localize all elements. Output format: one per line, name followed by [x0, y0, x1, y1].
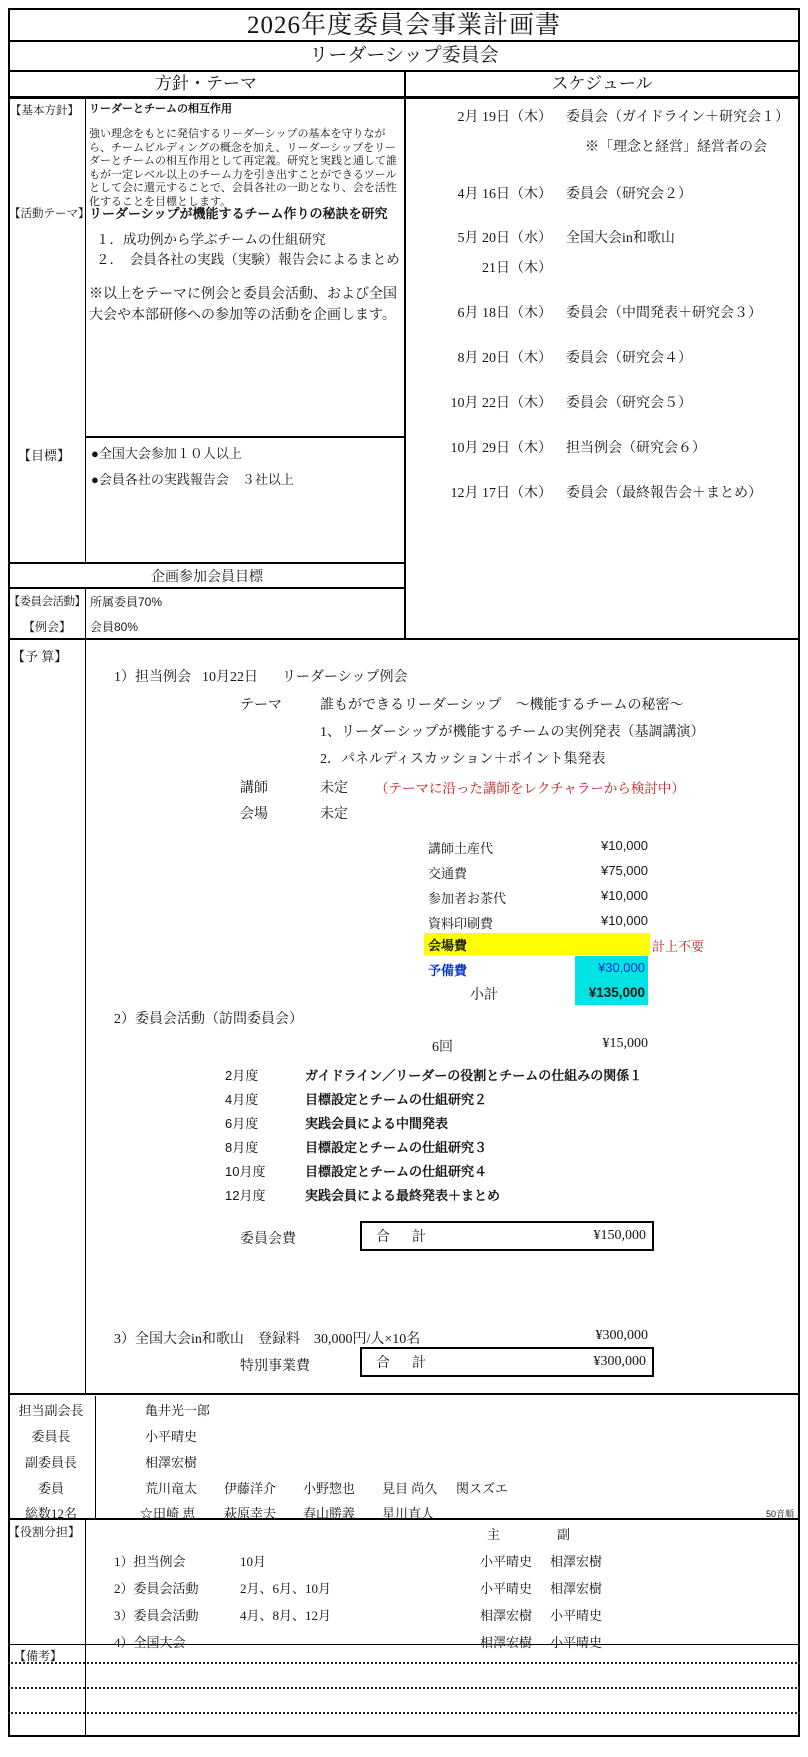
schedule-date: 2月 19日（木） — [457, 110, 552, 125]
budget-item2-count-amount: ¥15,000 — [602, 1036, 648, 1051]
cost-amount: ¥135,000 — [588, 985, 645, 1000]
goal-item: ●会員各社の実践報告会 ３社以上 — [91, 472, 294, 487]
budget-item3-title: 3）全国大会in和歌山 — [114, 1332, 244, 1347]
schedule-desc: 委員会（ガイドライン＋研究会１） — [566, 110, 790, 125]
schedule-date: 12月 17日（木） — [450, 486, 552, 501]
role-task: 3）委員会活動 — [114, 1608, 199, 1623]
schedule-desc: 委員会（最終報告会＋まとめ） — [566, 486, 762, 501]
participation-row-label: 【例会】 — [22, 620, 71, 634]
staff-role-label: 委員長 — [31, 1429, 71, 1444]
special-fee-label: 特別事業費 — [240, 1359, 310, 1374]
schedule-desc: 委員会（中間発表＋研究会３） — [566, 306, 762, 321]
divider-line — [85, 638, 86, 1395]
schedule-date: 4月 16日（木） — [457, 187, 552, 202]
committee-fee-total-box — [360, 1221, 654, 1251]
month-label: 6月度 — [225, 1116, 259, 1131]
dotted-line — [8, 1662, 800, 1664]
month-desc: 目標設定とチームの仕組研究４ — [305, 1164, 488, 1179]
month-desc: 実践会員による最終発表＋まとめ — [305, 1188, 501, 1203]
divider-line — [85, 1644, 86, 1735]
dotted-line — [8, 1712, 800, 1714]
divider-line — [85, 1518, 86, 1645]
role-sub: 相澤宏樹 — [550, 1581, 603, 1596]
policy-body: 強い理念をもとに発信するリーダーシップの基本を守りながら、チームビルディングの概念を加え、リーダーシップをリーダーとチームの相互作用として再定義。研究と実践と通して誰もが一定レベル以上のチーム力を引き出すことができるツールとして会に還元することで、会員各社の一助となり、会を活性化することを目標とします。 — [89, 128, 397, 208]
schedule-desc: 委員会（研究会５） — [566, 396, 692, 411]
total-amount: ¥150,000 — [593, 1228, 646, 1243]
staff-name: 萩原幸夫 — [224, 1506, 277, 1521]
column-header-schedule: スケジュール — [551, 74, 653, 93]
cost-name: 交通費 — [428, 866, 468, 881]
venue-label: 会場 — [240, 807, 268, 822]
staff-name: 伊藤洋介 — [224, 1481, 277, 1496]
schedule-date: 6月 18日（木） — [457, 306, 552, 321]
month-label: 12月度 — [225, 1188, 266, 1203]
staff-name: 小野惣也 — [303, 1481, 356, 1496]
theme-sub-item: 2．パネルディスカッション＋ポイント集発表 — [320, 752, 606, 767]
theme-value: 誰もができるリーダーシップ ～機能するチームの秘密～ — [320, 698, 684, 713]
budget-item1-no: 1）担当例会 — [114, 670, 191, 685]
divider-line — [404, 70, 406, 640]
roles-label: 【役割分担】 — [8, 1525, 81, 1539]
schedule-date: 10月 22日（木） — [450, 396, 552, 411]
role-sub: 相澤宏樹 — [550, 1554, 603, 1569]
border-line — [85, 436, 405, 438]
budget-item3-detail: 登録料 30,000円/人×10名 — [258, 1332, 421, 1347]
page-title: 2026年度委員会事業計画書 — [246, 12, 561, 39]
schedule-desc: 委員会（研究会４） — [566, 351, 692, 366]
role-main: 小平晴史 — [480, 1581, 533, 1596]
total-label: 合 計 — [376, 1230, 430, 1245]
cost-amount: ¥10,000 — [601, 838, 648, 853]
schedule-note: ※「理念と経営」経営者の会 — [585, 140, 767, 155]
staff-name: 星川直人 — [382, 1506, 435, 1521]
schedule-date: 5月 20日（水） — [457, 231, 552, 246]
staff-name: 亀井光一郎 — [145, 1403, 211, 1418]
staff-name: 春山勝義 — [303, 1506, 356, 1521]
schedule-date: 21日（木） — [482, 261, 552, 276]
theme-label: テーマ — [240, 698, 282, 713]
activity-theme-heading: リーダーシップが機能するチーム作りの秘訣を研究 — [89, 206, 388, 221]
roles-main-header: 主 — [487, 1527, 501, 1542]
special-fee-total-box — [360, 1347, 654, 1377]
schedule-desc: 担当例会（研究会６） — [566, 441, 706, 456]
staff-role-label: 副委員長 — [24, 1455, 77, 1470]
activity-theme-item: ２． 会員各社の実践（実験）報告会によるまとめ — [96, 252, 400, 267]
budget-item3-amount: ¥300,000 — [595, 1328, 648, 1343]
cost-name: 資料印刷費 — [428, 916, 494, 931]
subtotal-amount-highlight — [575, 980, 648, 1005]
theme-sub-item: 1、リーダーシップが機能するチームの実例発表（基調講演） — [320, 725, 705, 740]
staff-role-label: 総数12名 — [24, 1506, 77, 1521]
roles-sub-header: 副 — [557, 1527, 571, 1542]
staff-name: 小平晴史 — [145, 1429, 198, 1444]
committee-fee-label: 委員会費 — [240, 1232, 296, 1247]
cost-name: 講師土産代 — [428, 841, 494, 856]
month-label: 4月度 — [225, 1092, 259, 1107]
cost-name: 会場費 — [428, 937, 468, 953]
month-desc: 実践会員による中間発表 — [305, 1116, 449, 1131]
month-desc: 目標設定とチームの仕組研究３ — [305, 1140, 488, 1155]
activity-theme-item: １．成功例から学ぶチームの仕組研究 — [96, 232, 326, 247]
total-amount: ¥300,000 — [593, 1354, 646, 1369]
cost-amount: ¥75,000 — [601, 863, 648, 878]
budget-label: 【予 算】 — [12, 649, 68, 664]
role-period: 4月、8月、12月 — [240, 1608, 332, 1623]
activity-theme-label: 【活動テーマ】 — [9, 208, 90, 220]
cost-amount: ¥10,000 — [601, 888, 648, 903]
staff-role-label: 委員 — [37, 1481, 64, 1496]
border-line — [8, 8, 800, 10]
staff-role-label: 担当副会長 — [18, 1403, 84, 1418]
cost-amount: ¥10,000 — [601, 913, 648, 928]
reserve-amount-highlight — [575, 956, 648, 980]
budget-item1-date: 10月22日 — [202, 670, 258, 685]
month-label: 8月度 — [225, 1140, 259, 1155]
venue-value: 未定 — [320, 807, 348, 822]
staff-name: 荒川竜太 — [145, 1481, 198, 1496]
role-task: 1）担当例会 — [114, 1554, 186, 1569]
remarks-label: 【備考】 — [14, 1649, 63, 1663]
schedule-date: 10月 29日（木） — [450, 441, 552, 456]
staff-name: 見目 尚久 — [382, 1481, 438, 1496]
role-task: 2）委員会活動 — [114, 1581, 199, 1596]
month-label: 2月度 — [225, 1068, 259, 1083]
cost-name: 参加者お茶代 — [428, 891, 507, 906]
border-line — [8, 1393, 800, 1395]
month-label: 10月度 — [225, 1164, 266, 1179]
role-task: 4）全国大会 — [114, 1635, 186, 1650]
role-period: 10月 — [240, 1554, 267, 1569]
participation-row-value: 所属委員70% — [90, 595, 163, 609]
lecturer-label: 講師 — [240, 781, 268, 796]
schedule-date: 8月 20日（木） — [457, 351, 552, 366]
budget-item2-title: 2）委員会活動（訪問委員会） — [114, 1012, 303, 1027]
subtotal-label: 小計 — [470, 988, 498, 1003]
cost-name: 予備費 — [428, 963, 468, 978]
goals-label: 【目標】 — [18, 448, 71, 463]
staff-member-row — [140, 1503, 457, 1523]
cost-amount: ¥30,000 — [598, 960, 645, 975]
budget-item2-count: 6回 — [432, 1040, 453, 1055]
column-header-policy: 方針・テーマ — [155, 74, 257, 93]
role-main: 小平晴史 — [480, 1554, 533, 1569]
order-note: 50音順 — [766, 1509, 795, 1519]
month-desc: ガイドライン／リーダーの役割とチームの仕組みの関係１ — [305, 1068, 643, 1083]
border-line — [8, 562, 406, 564]
lecturer-value: 未定 — [320, 781, 348, 796]
lecturer-note: （テーマに沿った講師をレクチャラーから検討中） — [375, 781, 685, 796]
staff-name: 相澤宏樹 — [145, 1455, 198, 1470]
total-label: 合 計 — [376, 1356, 430, 1371]
staff-name: 関スズエ — [456, 1481, 509, 1496]
border-line — [798, 8, 800, 1737]
activity-theme-note: ※以上をテーマに例会と委員会活動、および全国大会や本部研修への参加等の活動を企画します。 — [89, 287, 397, 323]
budget-item1-name: リーダーシップ例会 — [282, 670, 408, 685]
staff-name: ☆田崎 恵 — [140, 1506, 196, 1521]
cost-note: 計上不要 — [652, 939, 705, 954]
participation-row-value: 会員80% — [90, 620, 139, 634]
role-sub: 小平晴史 — [550, 1635, 603, 1650]
policy-heading: リーダーとチームの相互作用 — [89, 103, 232, 115]
schedule-desc: 委員会（研究会２） — [566, 187, 692, 202]
role-sub: 小平晴史 — [550, 1608, 603, 1623]
goal-item: ●全国大会参加１０人以上 — [91, 446, 242, 461]
participation-header: 企画参加会員目標 — [151, 570, 263, 585]
policy-label: 【基本方針】 — [10, 105, 79, 117]
divider-line — [95, 1396, 96, 1518]
border-line — [8, 1735, 800, 1737]
venue-fee-highlight — [424, 933, 650, 955]
role-main: 相澤宏樹 — [480, 1635, 533, 1650]
border-line — [8, 587, 406, 589]
participation-row-label: 【委員会活動】 — [8, 596, 86, 608]
divider-line — [85, 96, 86, 563]
role-main: 相澤宏樹 — [480, 1608, 533, 1623]
committee-name: リーダーシップ委員会 — [309, 45, 499, 66]
month-desc: 目標設定とチームの仕組研究２ — [305, 1092, 488, 1107]
staff-member-row — [145, 1478, 531, 1498]
schedule-desc: 全国大会in和歌山 — [566, 231, 675, 246]
role-period: 2月、6月、10月 — [240, 1581, 332, 1596]
dotted-line — [8, 1687, 800, 1689]
